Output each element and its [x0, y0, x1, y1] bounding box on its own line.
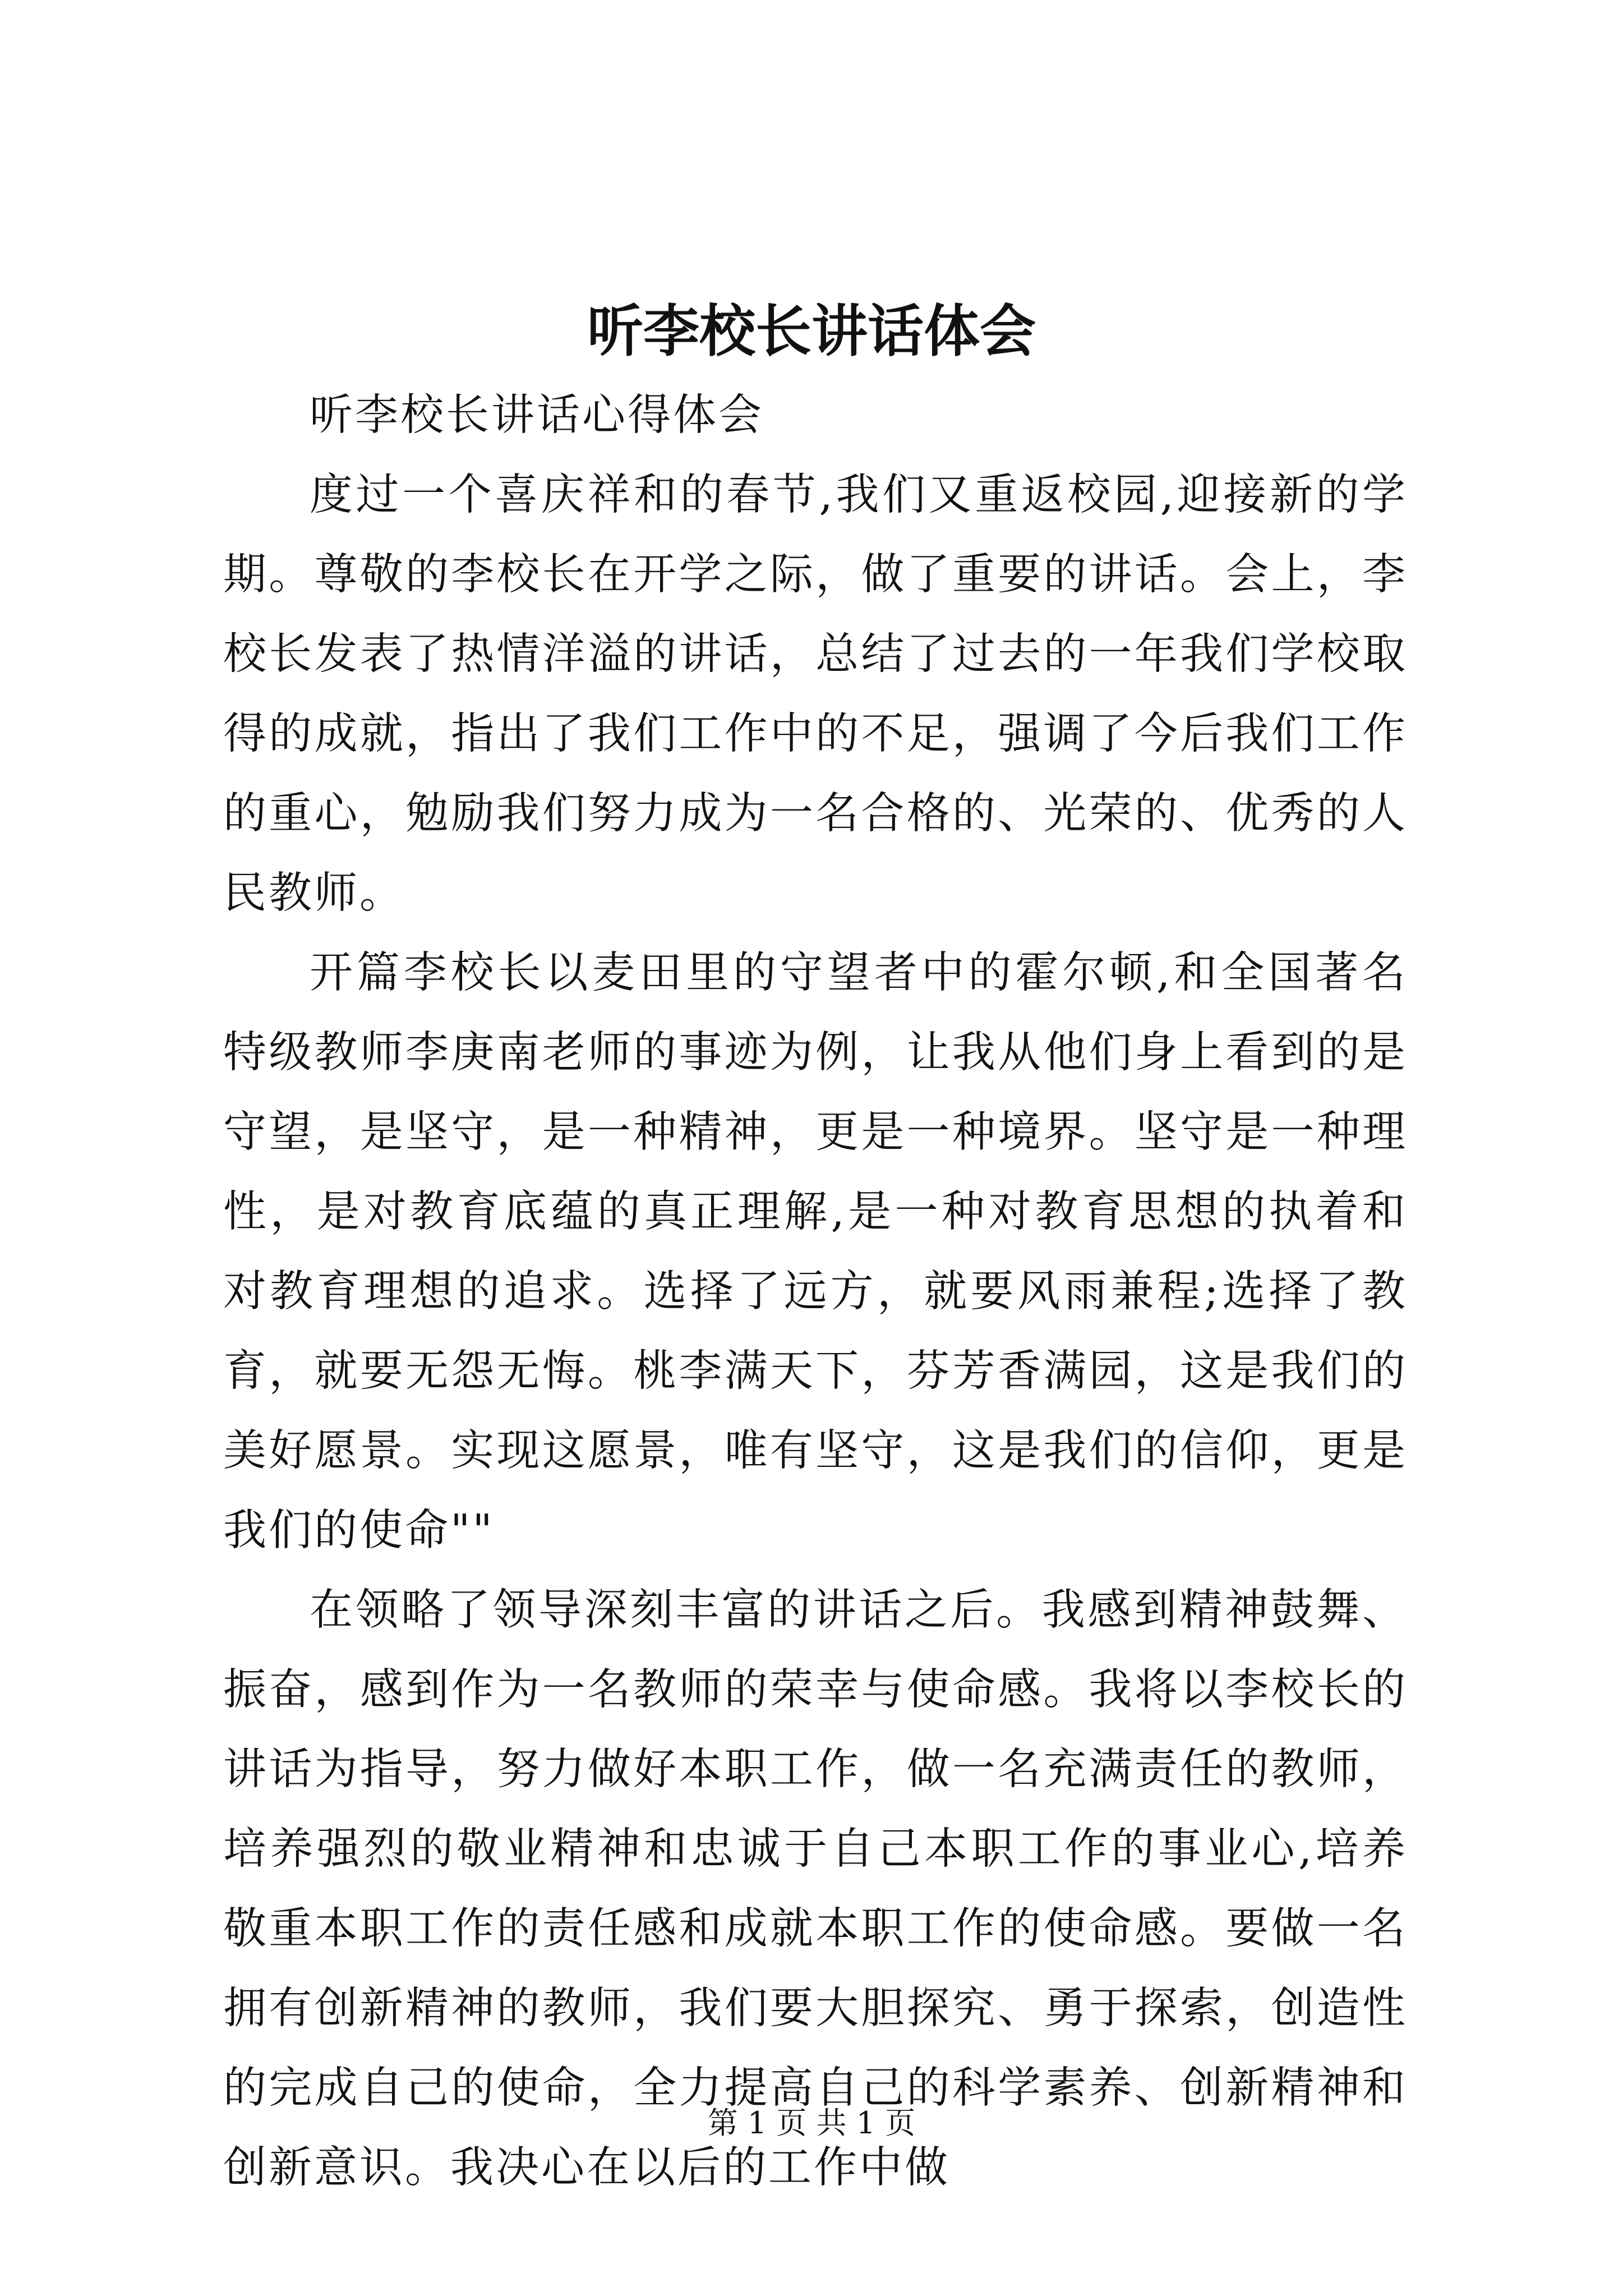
subtitle-paragraph: 听李校长讲话心得体会: [310, 390, 764, 440]
body-paragraph: 在领略了领导深刻丰富的讲话之后。我感到精神鼓舞、振奋，感到作为一名教师的荣幸与使命感。我将以李校长的讲话为指导，努力做好本职工作，做一名充满责任的教师，培养强烈的敬业精神和忠诚于自己本职工作的事业心,培养敬重本职工作的责任感和成就本职工作的使命感。要做一名拥有创新精神的教师，我们要大胆探究、勇于探索，创造性的完成自己的使命，全力提高自己的科学素养、创新精神和创新意识。我决心在以后的工作中做: [223, 1585, 1408, 2193]
document-body: [223, 376, 1408, 2208]
body-paragraph: 开篇李校长以麦田里的守望者中的霍尔顿,和全国著名特级教师李庚南老师的事迹为例，让我从他们身上看到的是守望，是坚守，是一种精神，更是一种境界。坚守是一种理性，是对教育底蕴的真正理解,是一种对教育思想的执着和对教育理想的追求。选择了远方，就要风雨兼程;选择了教育，就要无怨无悔。桃李满天下，芬芳香满园，这是我们的美好愿景。实现这愿景，唯有坚守，这是我们的信仰，更是我们的使命"": [223, 948, 1408, 1556]
document-title: 听李校长讲话体会: [587, 298, 1036, 364]
page-footer: 第 1 页 共 1 页: [707, 2105, 916, 2141]
body-paragraph: 度过一个喜庆祥和的春节,我们又重返校园,迎接新的学期。尊敬的李校长在开学之际，做了重要的讲话。会上，李校长发表了热情洋溢的讲话，总结了过去的一年我们学校取得的成就，指出了我们工作中的不足，强调了今后我们工作的重心，勉励我们努力成为一名合格的、光荣的、优秀的人民教师。: [223, 470, 1408, 918]
